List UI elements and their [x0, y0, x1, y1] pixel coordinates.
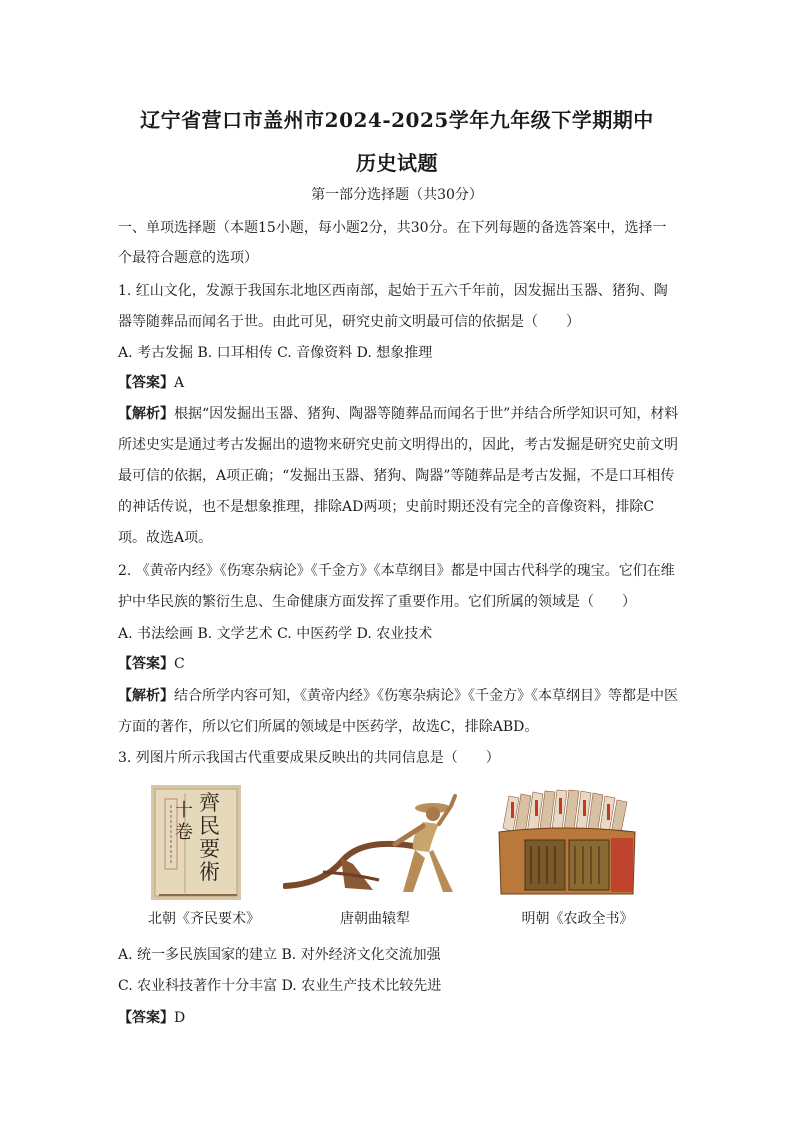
- nongzheng-quanshu-books-image: [495, 788, 638, 898]
- q1-analysis-3: 最可信的依据，A项正确；“发掘出玉器、猪狗、陶器”等随葬品是考古发掘，不是口耳相传: [118, 468, 675, 484]
- q1-answer-value: A: [174, 375, 185, 391]
- q3-stem: 3. 列图片所示我国古代重要成果反映出的共同信息是（ ）: [118, 750, 500, 766]
- qimin-title-text: 齊民要術: [199, 791, 220, 884]
- q3-answer: [118, 1009, 678, 1027]
- answer-label: 【答案】: [118, 375, 174, 391]
- q1-options: A. 考古发掘 B. 口耳相传 C. 音像资料 D. 想象推理: [118, 345, 433, 361]
- q3-options-row-1: A. 统一多民族国家的建立 B. 对外经济文化交流加强: [118, 947, 441, 963]
- q1-stem-2: 器等随葬品而闻名于世。由此可见，研究史前文明最可信的依据是（ ）: [118, 314, 580, 330]
- q2-answer: [118, 655, 678, 673]
- q3-answer-value: D: [174, 1010, 186, 1026]
- q1-analysis-5: 项。故选A项。: [118, 530, 213, 546]
- q2-analysis-2: 方面的著作，所以它们所属的领域是中医药学，故选C，排除ABD。: [118, 719, 539, 735]
- qimin-yaoshu-book-image: [151, 785, 241, 900]
- section-instruction-1: 一、单项选择题（本题15小题，每小题2分，共30分。在下列每题的备选答案中，选择一: [118, 220, 667, 236]
- q2-stem-2: 护中华民族的繁衍生息、生命健康方面发挥了重要作用。它们所属的领域是（ ）: [118, 594, 636, 610]
- part-heading: 第一部分选择题（共30分）: [311, 187, 483, 203]
- analysis-label: 【解析】: [118, 688, 174, 704]
- q1-stem-1: 1. 红山文化，发源于我国东北地区西南部，起始于五六千年前，因发掘出玉器、猪狗、陶: [118, 283, 668, 299]
- q2-answer-value: C: [174, 656, 185, 672]
- q1-analysis-4: 的神话传说，也不是想象推理，排除AD两项；史前时期还没有完全的音像资料，排除C: [118, 499, 655, 515]
- q2-analysis-1: 【解析】结合所学内容可知，《黄帝内经》《伤寒杂病论》《千金方》《本草纲目》等都是中医: [118, 688, 678, 704]
- answer-label: 【答案】: [118, 656, 174, 672]
- q1-answer: [118, 374, 678, 392]
- answer-label: 【答案】: [118, 1010, 174, 1026]
- caption-curved-plow: 唐朝曲辕犁: [340, 911, 410, 927]
- caption-qimin-yaoshu: 北朝《齐民要术》: [148, 911, 260, 927]
- q1-analysis-1: 【解析】根据“因发掘出玉器、猪狗、陶器等随葬品而闻名于世”并结合所学知识可知，材料: [118, 406, 679, 422]
- q2-stem-1: 2. 《黄帝内经》《伤寒杂病论》《千金方》《本草纲目》都是中国古代科学的瑰宝。它们在维: [118, 563, 675, 579]
- curved-plow-image: [283, 788, 465, 900]
- analysis-label: 【解析】: [118, 406, 174, 422]
- exam-subject: 历史试题: [356, 151, 438, 175]
- caption-nongzheng-quanshu: 明朝《农政全书》: [521, 911, 634, 927]
- q3-options-row-2: C. 农业科技著作十分丰富 D. 农业生产技术比较先进: [118, 978, 442, 994]
- q1-analysis-2: 所述史实是通过考古发掘出的遗物来研究史前文明得出的，因此，考古发掘是研究史前文明: [118, 437, 678, 453]
- q2-options: A. 书法绘画 B. 文学艺术 C. 中医药学 D. 农业技术: [118, 626, 433, 642]
- exam-title: 辽宁省营口市盖州市2024-2025学年九年级下学期期中: [140, 108, 654, 132]
- section-instruction-2: 个最符合题意的选项）: [118, 250, 258, 266]
- qimin-volume-text: 十卷: [175, 800, 193, 843]
